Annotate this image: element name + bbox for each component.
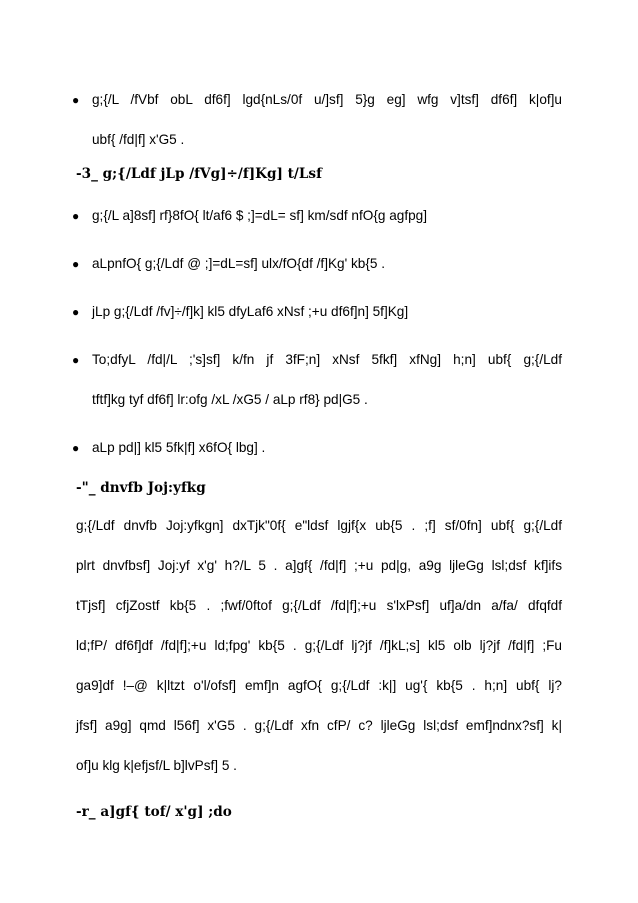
paragraph-line: tTjsf] cfjZostf kb{5 . ;fwf/0ftof g;{/Ldf /fd|f];+u s'lxPsf] uf]a/dn a/fa/ dfqfdf [76, 598, 562, 613]
section-heading: -"_ dnvfb Joj:yfkg [76, 480, 206, 496]
bullet-icon: ● [72, 257, 80, 271]
bullet-item [72, 292, 562, 332]
bullet-item [72, 428, 562, 468]
bullet-text-line: aLpnfO{ g;{/Ldf @ ;]=dL=sf] ulx/fO{df /f]Kg' kb{5 . [92, 256, 385, 271]
bullet-icon: ● [72, 305, 80, 319]
section-heading: -3_ g;{/Ldf jLp /fVg]÷/f]Kg] t/Lsf [76, 166, 322, 182]
paragraph-line: jfsf] a9g] qmd l56f] x'G5 . g;{/Ldf xfn cfP/ c? ljleGg lsl;dsf emf]ndnx?sf] k| [76, 718, 562, 733]
section-heading: -r_ a]gf{ tof/ x'g] ;do [76, 804, 232, 820]
bullet-icon: ● [72, 353, 80, 367]
bullet-text-line: ubf{ /fd|f] x'G5 . [92, 132, 185, 147]
bullet-text-line: tftf]kg tyf df6f] lr:ofg /xL /xG5 / aLp rf8} pd|G5 . [92, 392, 368, 407]
bullet-text-line: To;dfyL /fd|/L ;'s]sf] k/fn jf 3fF;n] xNsf 5fkf] xfNg] h;n] ubf{ g;{/Ldf [92, 352, 562, 367]
bullet-item [72, 80, 562, 160]
bullet-icon: ● [72, 209, 80, 223]
paragraph-line: plrt dnvfbsf] Joj:yf x'g' h?/L 5 . a]gf{ /fd|f] ;+u pd|g, a9g ljleGg lsl;dsf kf]ifs [76, 558, 562, 573]
bullet-item [72, 196, 562, 236]
paragraph-line: ld;fP/ df6f]df /fd|f];+u ld;fpg' kb{5 . g;{/Ldf lj?jf /f]kL;s] kl5 olb lj?jf /fd|f] ;Fu [76, 638, 562, 653]
bullet-item [72, 244, 562, 284]
paragraph-line: ga9]df !–@ k|ltzt o'l/ofsf] emf]n agfO{ g;{/Ldf :k|] ug'{ kb{5 . h;n] ubf{ lj? [76, 678, 562, 693]
bullet-icon: ● [72, 93, 80, 107]
paragraph-line: of]u klg k|efjsf/L b]lvPsf] 5 . [76, 758, 237, 773]
bullet-text-line: g;{/L /fVbf obL df6f] lgd{nLs/0f u/]sf] 5}g eg] wfg v]tsf] df6f] k|of]u [92, 92, 562, 107]
bullet-text-line: aLp pd|] kl5 5fk|f] x6fO{ lbg] . [92, 440, 266, 455]
bullet-text-line: g;{/L a]8sf] rf}8fO{ lt/af6 $ ;]=dL= sf] km/sdf nfO{g agfpg] [92, 208, 428, 223]
paragraph-line: g;{/Ldf dnvfb Joj:yfkgn] dxTjk"0f{ e"ldsf lgjf{x ub{5 . ;f] sf/0fn] ubf{ g;{/Ldf [76, 518, 562, 533]
bullet-icon: ● [72, 441, 80, 455]
bullet-text-line: jLp g;{/Ldf /fv]÷/f]k] kl5 dfyLaf6 xNsf ;+u df6f]n] 5f]Kg] [92, 304, 409, 319]
body-paragraph [76, 506, 562, 786]
bullet-item [72, 340, 562, 420]
